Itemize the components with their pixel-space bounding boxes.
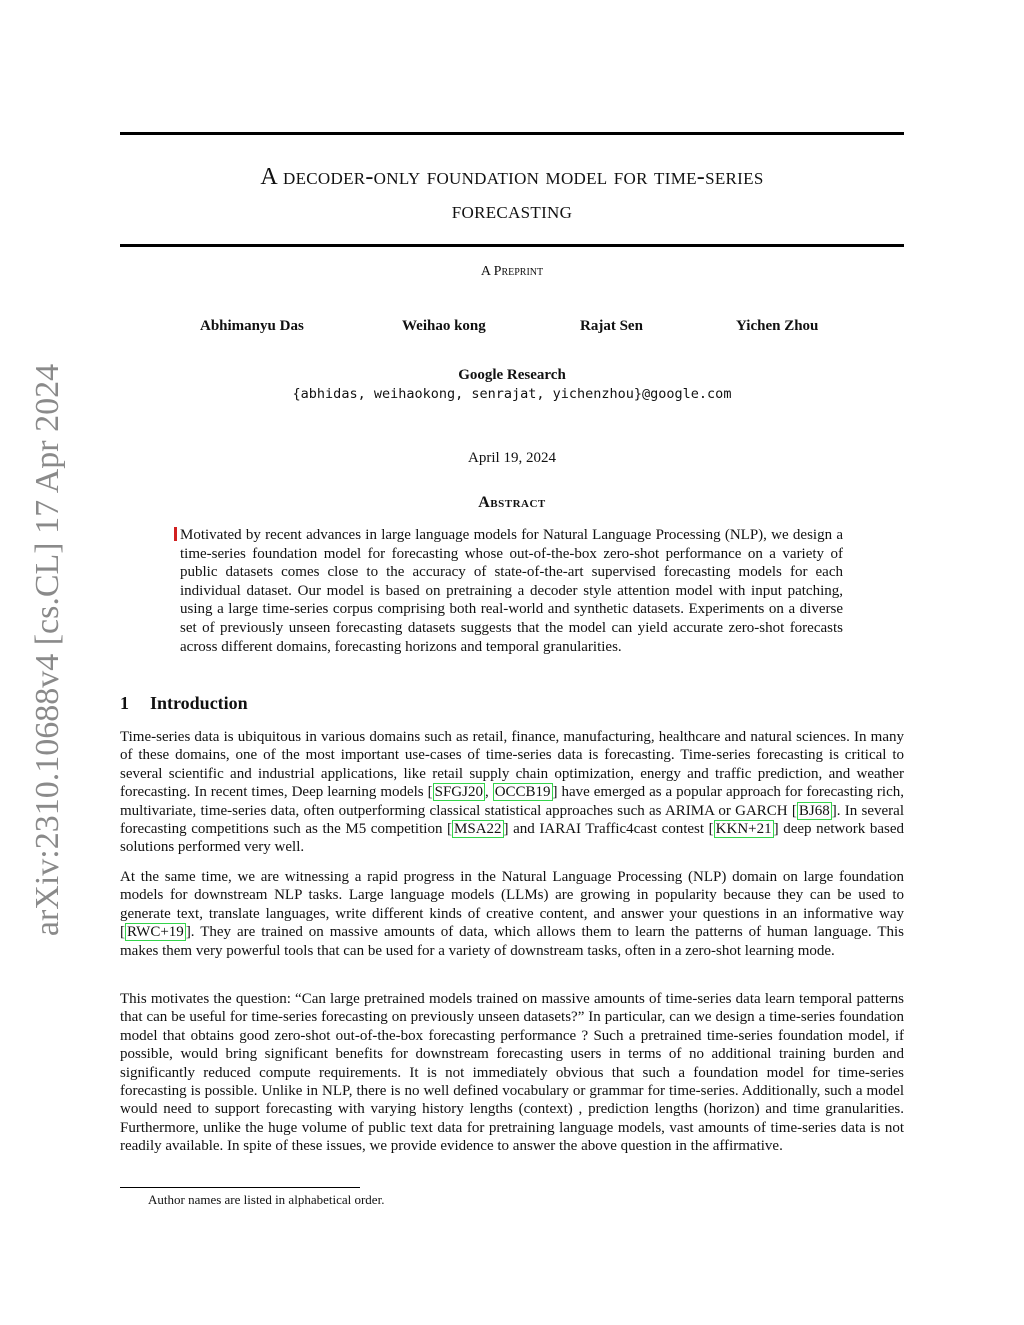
footnote-rule [120,1187,360,1188]
intro-paragraph-1 [120,728,904,857]
para-text: Time-series data is ubiquitous in various domains such as retail, finance, manufacturing, healthcare and natural sciences. In many of these domains, one of the most important use-cases of time-series data is forecasting. Time-series forecasting is critical to several scientific and industrial applications, like retail supply chain optimization, energy and traffic prediction, and weather forecasting. In recent times, Deep learning models [ [120,729,904,801]
citation-link[interactable]: KKN+21 [715,821,772,838]
para-text: ] have emerged as a popular approach for forecasting rich, multivariate, time-series data, often outperforming classical statistical approaches such as ARIMA or GARCH [ [120,784,904,819]
author-4: Yichen Zhou [736,318,819,334]
affiliation-block [120,366,904,404]
author-3: Rajat Sen [580,318,643,334]
para-text: ] deep network based solutions performed very well. [120,821,904,856]
preprint-label: A Preprint [480,264,544,279]
para-text: ] and IARAI Traffic4cast contest [ [503,821,714,838]
author-2: Weihao kong [402,318,486,334]
section-heading [120,693,248,714]
para-text: ]. They are trained on massive amounts of data, which allows them to learn the patterns of human language. This makes them very powerful tools that can be used for a variety of downstream tasks, often in a zero-shot learning mode. [120,924,904,959]
text-cursor-marker [174,527,177,541]
title-line-2: forecasting [451,198,573,224]
citation-link[interactable]: BJ68 [798,802,830,819]
footnote: Author names are listed in alphabetical order. [148,1192,385,1207]
arxiv-identifier: arXiv:2310.10688v4 [cs.CL] 17 Apr 2024 [29,363,66,937]
section-number: 1 [120,693,129,713]
para-text: At the same time, we are witnessing a rapid progress in the Natural Language Processing (NLP) domain on large foundation models for downstream NLP tasks. Large language models (LLMs) are growing in popularity because they can be used to generate text, translate languages, write different kinds of creative content, and answer your questions in an informative way [ [120,869,904,941]
abstract-text: Motivated by recent advances in large language models for Natural Language Processing (NLP), we design a time-series foundation model for forecasting whose out-of-the-box zero-shot performance on a variety of public datasets comes close to the accuracy of state-of-the-art supervised forecasting models for each individual dataset. Our model is based on pretraining a decoder style attention model with input patching, using a large time-series corpus comprising both real-world and synthetic datasets. Experiments on a diverse set of previously unseen forecasting datasets suggests that the model can yield accurate zero-shot forecasts across different domains, forecasting horizons and temporal granularities. [180,527,843,655]
intro-paragraph-2 [120,868,904,960]
para-text: , [484,784,493,801]
section-title: Introduction [150,693,248,713]
title-top-rule [120,132,904,135]
author-emails: {abhidas, weihaokong, senrajat, yichenzhou}@google.com [292,386,732,402]
author-1: Abhimanyu Das [200,318,304,334]
citation-link[interactable]: RWC+19 [127,924,184,941]
citation-link[interactable]: OCCB19 [494,784,551,801]
para-text: ]. In several forecasting competitions such as the M5 competition [ [120,802,904,838]
citation-link[interactable]: SFGJ20 [434,784,483,801]
paper-title [120,160,904,228]
intro-paragraph-3: This motivates the question: “Can large pretrained models trained on massive amounts of time-series data learn temporal patterns that can be useful for time-series forecasting on previously unseen datasets?” In particular, can we design a time-series foundation model that obtains good zero-shot out-of-the-box forecasting performance ? Such a pretrained time-series foundation model, if possible, would bring significant benefits for downstream forecasting users in terms of no additional training burden and significantly reduced compute requirements. It is not immediately obvious that such a foundation model for time-series forecasting is possible. Unlike in NLP, there is no well defined vocabulary or grammar for time-series. Additionally, such a model would need to support forecasting with varying history lengths (context) , prediction lengths (horizon) and time granularities. Furthermore, unlike the huge volume of public text data for pretraining language models, vast amounts of time-series data is not readily available. In spite of these issues, we provide evidence to answer the above question in the affirmative. [120,991,904,1155]
citation-link[interactable]: MSA22 [454,821,502,838]
abstract-heading: Abstract [478,494,546,511]
abstract-body [180,526,843,656]
title-bottom-rule [120,244,904,247]
publication-date: April 19, 2024 [468,450,556,466]
affiliation: Google Research [458,367,566,383]
title-line-1: A decoder-only foundation model for time-series [260,164,764,190]
